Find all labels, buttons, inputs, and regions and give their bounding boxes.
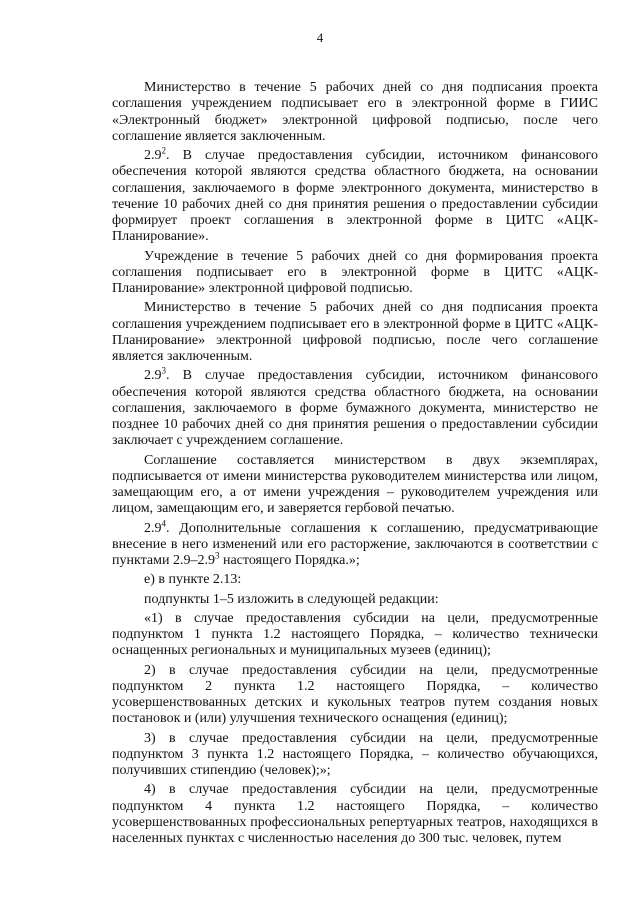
- paragraph: Соглашение составляется министерством в двух экземплярах, подписывается от имени министерства руководителем министерства или лицом, замещающим его, а от имени учреждения – руководителем учреждения или лицом, замещающим его, и заверяется гербовой печатью.: [112, 452, 598, 517]
- list-item: 3) в случае предоставления субсидии на цели, предусмотренные подпунктом 3 пункта 1.2 настоящего Порядка, – количество обучающихся, получивших стипендию (человек);»;: [112, 730, 598, 778]
- paragraph: Министерство в течение 5 рабочих дней со дня подписания проекта соглашения учреждением подписывает его в электронной форме в ЦИТС «АЦК-Планирование» электронной цифровой подписью, после чего соглашение является заключенным.: [112, 300, 598, 364]
- list-item: «1) в случае предоставления субсидии на цели, предусмотренные подпунктом 1 пункта 1.2 настоящего Порядка, – количество технически оснащенных региональных и муниципальных музеев (единиц);: [112, 610, 598, 659]
- paragraph: Учреждение в течение 5 рабочих дней со дня формирования проекта соглашения подписывает его в электронной форме в ЦИТС «АЦК-Планирование» электронной цифровой подписью.: [112, 248, 598, 296]
- paragraph: Министерство в течение 5 рабочих дней со дня подписания проекта соглашения учреждением подписывает его в электронной форме в ГИИС «Электронный бюджет» электронной цифровой подписью, после чего соглашение является заключенным.: [112, 80, 598, 144]
- document-body: [112, 80, 598, 850]
- list-item: 2) в случае предоставления субсидии на цели, предусмотренные подпунктом 2 пункта 1.2 настоящего Порядка, – количество усовершенствованных детских и кукольных театров путем создания новых постановок и (или) улучшения технического оснащения (единиц);: [112, 662, 598, 727]
- page-number: 4: [316, 30, 324, 45]
- paragraph: е) в пункте 2.13:: [144, 572, 242, 588]
- paragraph-clause-2-9-4: $2.9^4$. Дополнительные соглашения к соглашению, предусматривающие внесение в него изменений или его расторжение, заключаются в соответствии с пунктами $2.9-2.9^3$ настоящего Порядка.»;: [112, 517, 598, 568]
- list-item: 4) в случае предоставления субсидии на цели, предусмотренные подпунктом 4 пункта 1.2 настоящего Порядка, – количество усовершенствованных профессиональных репертуарных театров, находящихся в населенных пунктах с численностью населения до 300 тыс. человек, путем: [112, 782, 598, 846]
- paragraph: подпункты 1–5 изложить в следующей редакции:: [144, 591, 439, 607]
- paragraph-clause-2-9-3: $2.9^3$. В случае предоставления субсидии, источником финансового обеспечения которой являются средства областного бюджета, на основании соглашения, заключаемого в форме бумажного документа, министерство не позднее 10 рабочих дней со дня принятия решения о предоставлении субсидии заключает с учреждением соглашение.: [112, 365, 598, 449]
- paragraph-clause-2-9-2: $2.9^2$. В случае предоставления субсидии, источником финансового обеспечения которой являются средства областного бюджета, на основании соглашения, заключаемого в форме электронного документа, министерство в течение 10 рабочих дней со дня принятия решения о предоставлении субсидии формирует проект соглашения в электронной форме в ЦИТС «АЦК-Планирование».: [112, 145, 598, 245]
